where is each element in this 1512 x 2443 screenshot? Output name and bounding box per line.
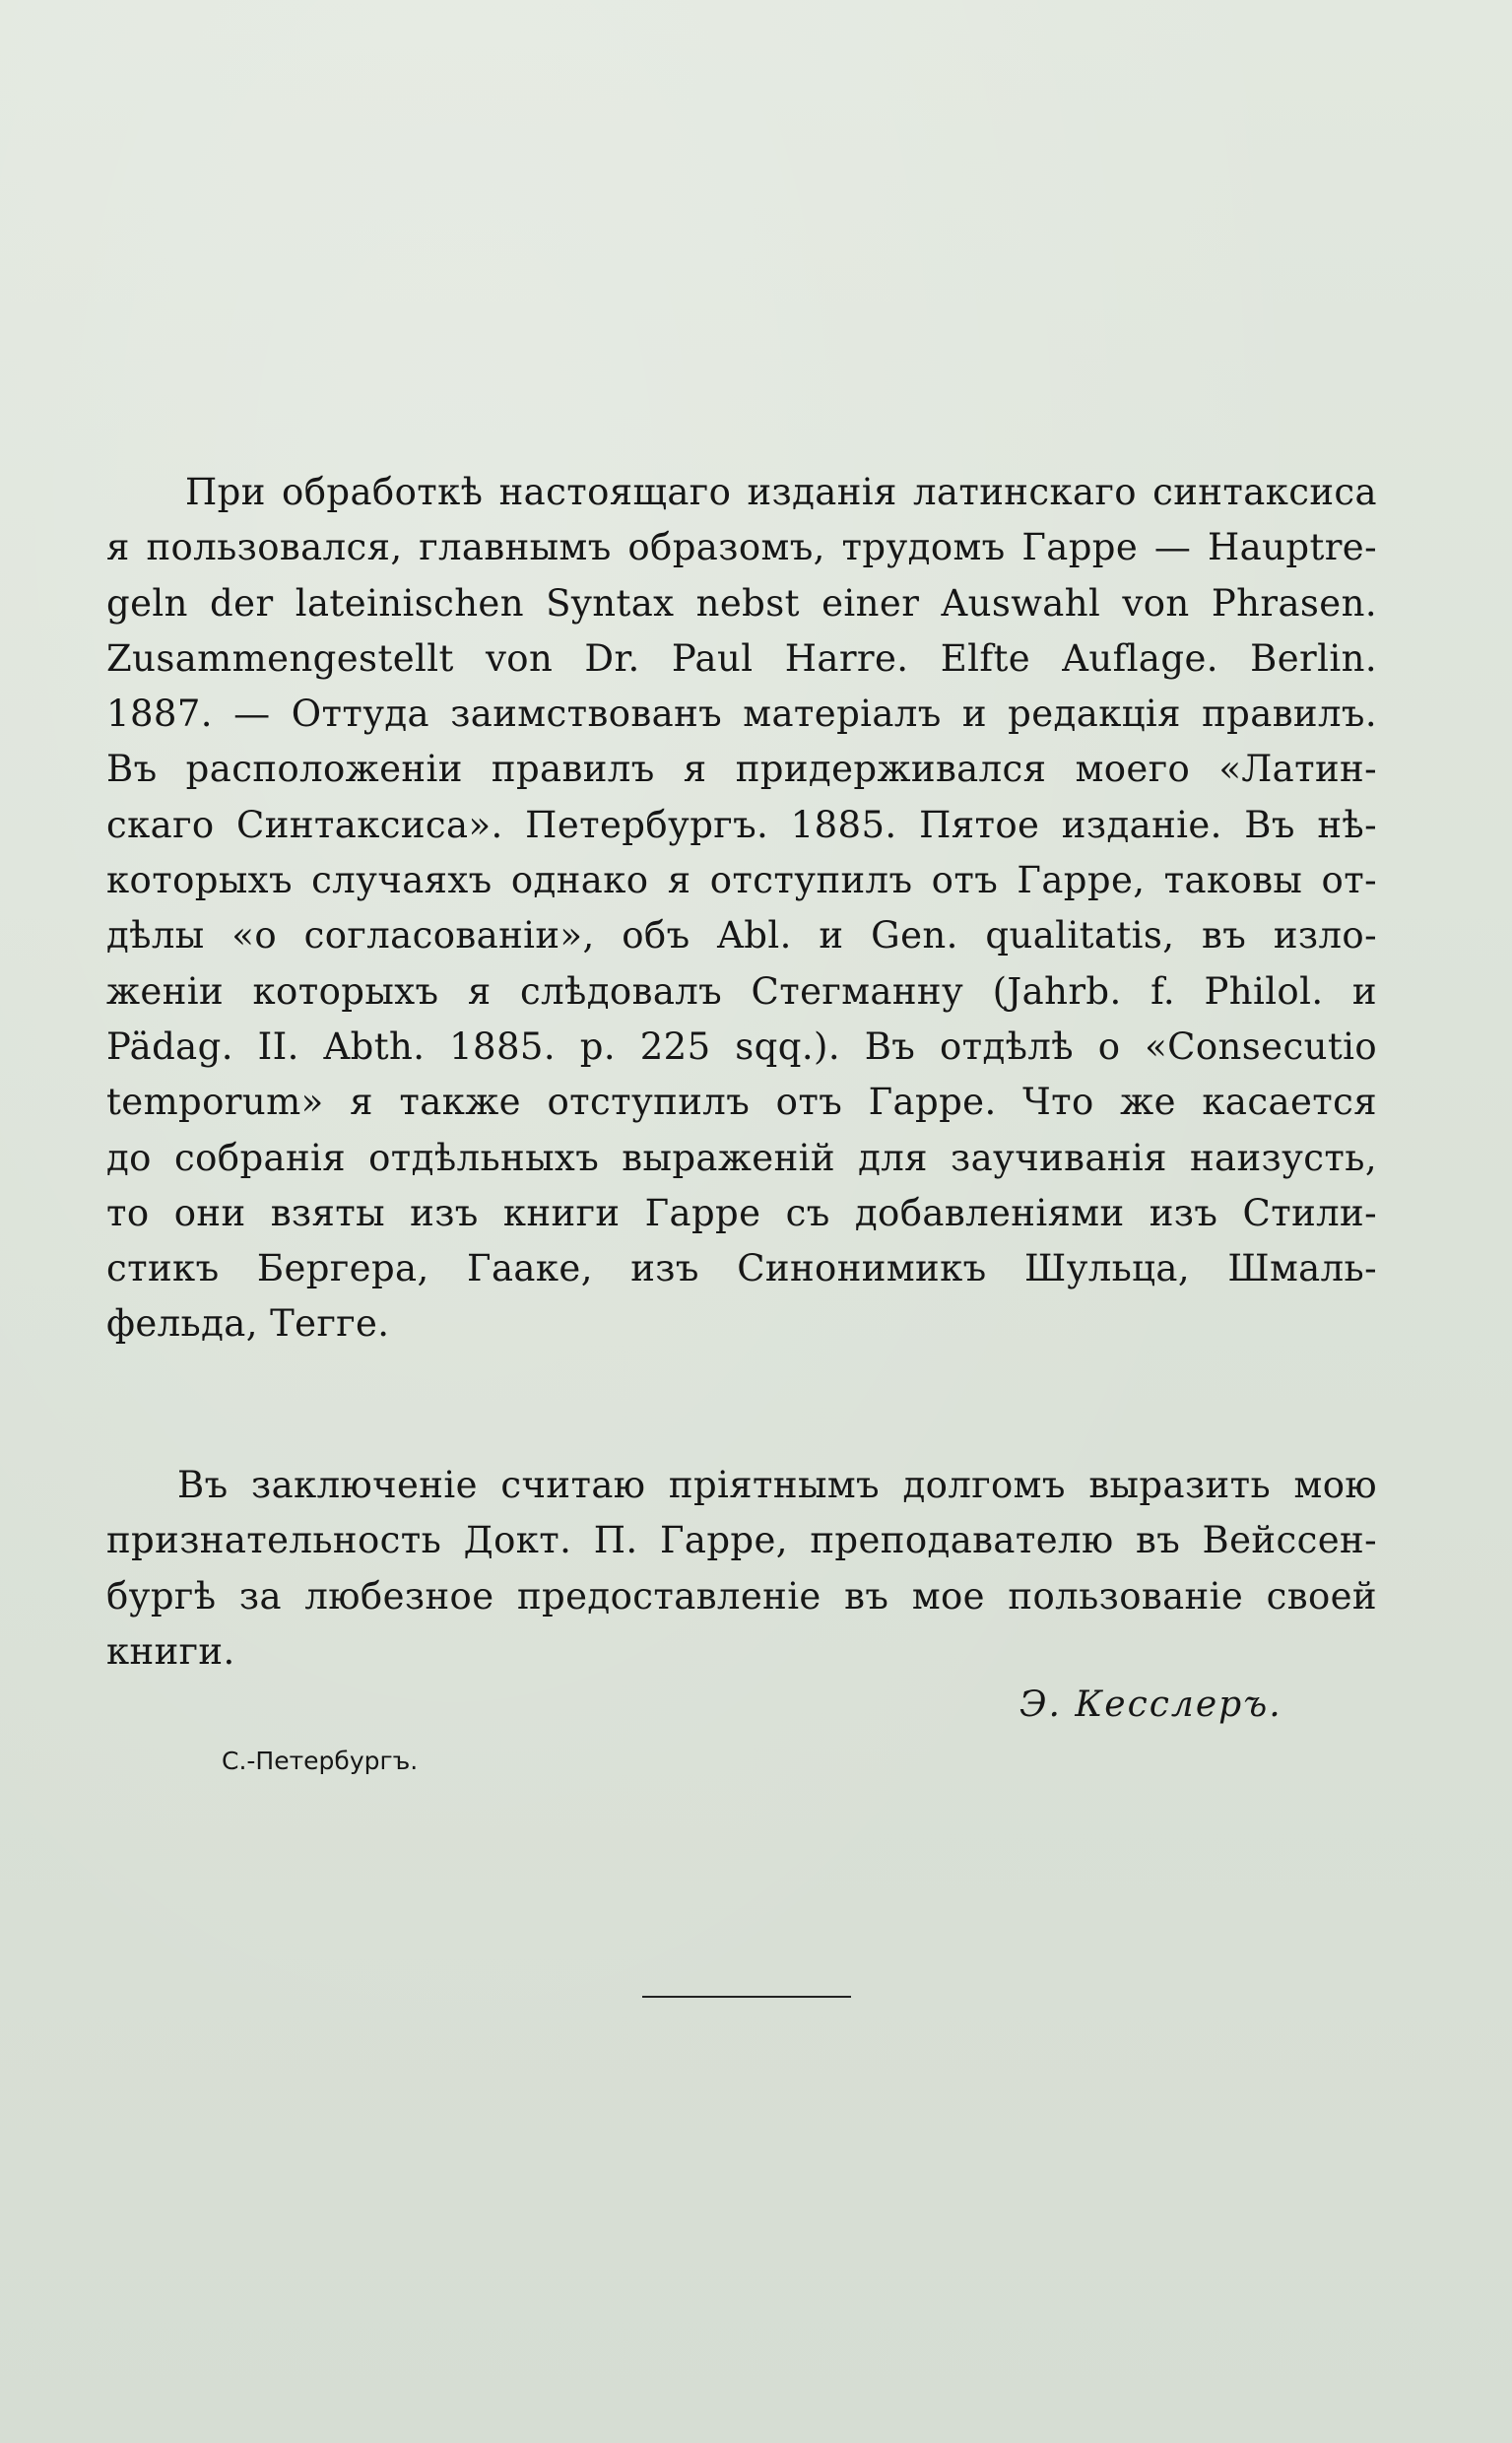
text-line: скаго Синтаксиса». Петербургъ. 1885. Пятое изданіе. Въ нѣ- (106, 803, 1377, 846)
text-line: бургѣ за любезное предоставленіе въ мое пользованіе своей (106, 1574, 1377, 1618)
text-line: фельда, Тегге. (106, 1302, 390, 1346)
text-line: Pädag. II. Abth. 1885. p. 225 sqq.). Въ отдѣлѣ о «Consecutio (106, 1024, 1377, 1068)
text-line: то они взяты изъ книги Гарре съ добавленіями изъ Стили- (106, 1191, 1377, 1234)
text-line: до собранія отдѣльныхъ выраженій для заучиванія наизусть, (106, 1136, 1377, 1179)
text-line: я пользовался, главнымъ образомъ, трудомъ Гарре — Hauptre- (106, 526, 1377, 569)
author-signature: Э. Кесслеръ. (1019, 1684, 1282, 1725)
text-line: temporum» я также отступилъ отъ Гарре. Что же касается (106, 1081, 1377, 1124)
section-divider (642, 1996, 851, 1998)
text-line: женіи которыхъ я слѣдовалъ Стегманну (Jahrb. f. Philol. и (106, 969, 1377, 1013)
text-line: признательность Докт. П. Гарре, преподавателю въ Вейссен- (106, 1519, 1377, 1562)
text-line: geln der lateinischen Syntax nebst einer Auswahl von Phrasen. (106, 581, 1377, 625)
text-line: 1887. — Оттуда заимствованъ матеріалъ и редакція правилъ. (106, 693, 1377, 736)
text-line: Въ заключеніе считаю пріятнымъ долгомъ выразить мою (177, 1464, 1377, 1506)
preface-paragraph-1 (106, 465, 1377, 1353)
text-line: дѣлы «о согласованіи», объ Abl. и Gen. qualitatis, въ изло- (106, 914, 1377, 957)
preface-paragraph-2 (106, 1458, 1377, 1680)
text-line: которыхъ случаяхъ однако я отступилъ отъ Гарре, таковы от- (106, 859, 1377, 902)
text-line: При обработкѣ настоящаго изданія латинскаго синтаксиса (185, 471, 1377, 513)
text-line: Zusammengestellt von Dr. Paul Harre. Elfte Auflage. Berlin. (106, 636, 1377, 680)
text-line: стикъ Бергера, Гааке, изъ Синонимикъ Шульца, Шмаль- (106, 1247, 1377, 1290)
text-line: книги. (106, 1629, 235, 1673)
place-of-writing: С.-Петербургъ. (222, 1747, 419, 1775)
text-line: Въ расположеніи правилъ я придерживался моего «Латин- (106, 748, 1377, 791)
